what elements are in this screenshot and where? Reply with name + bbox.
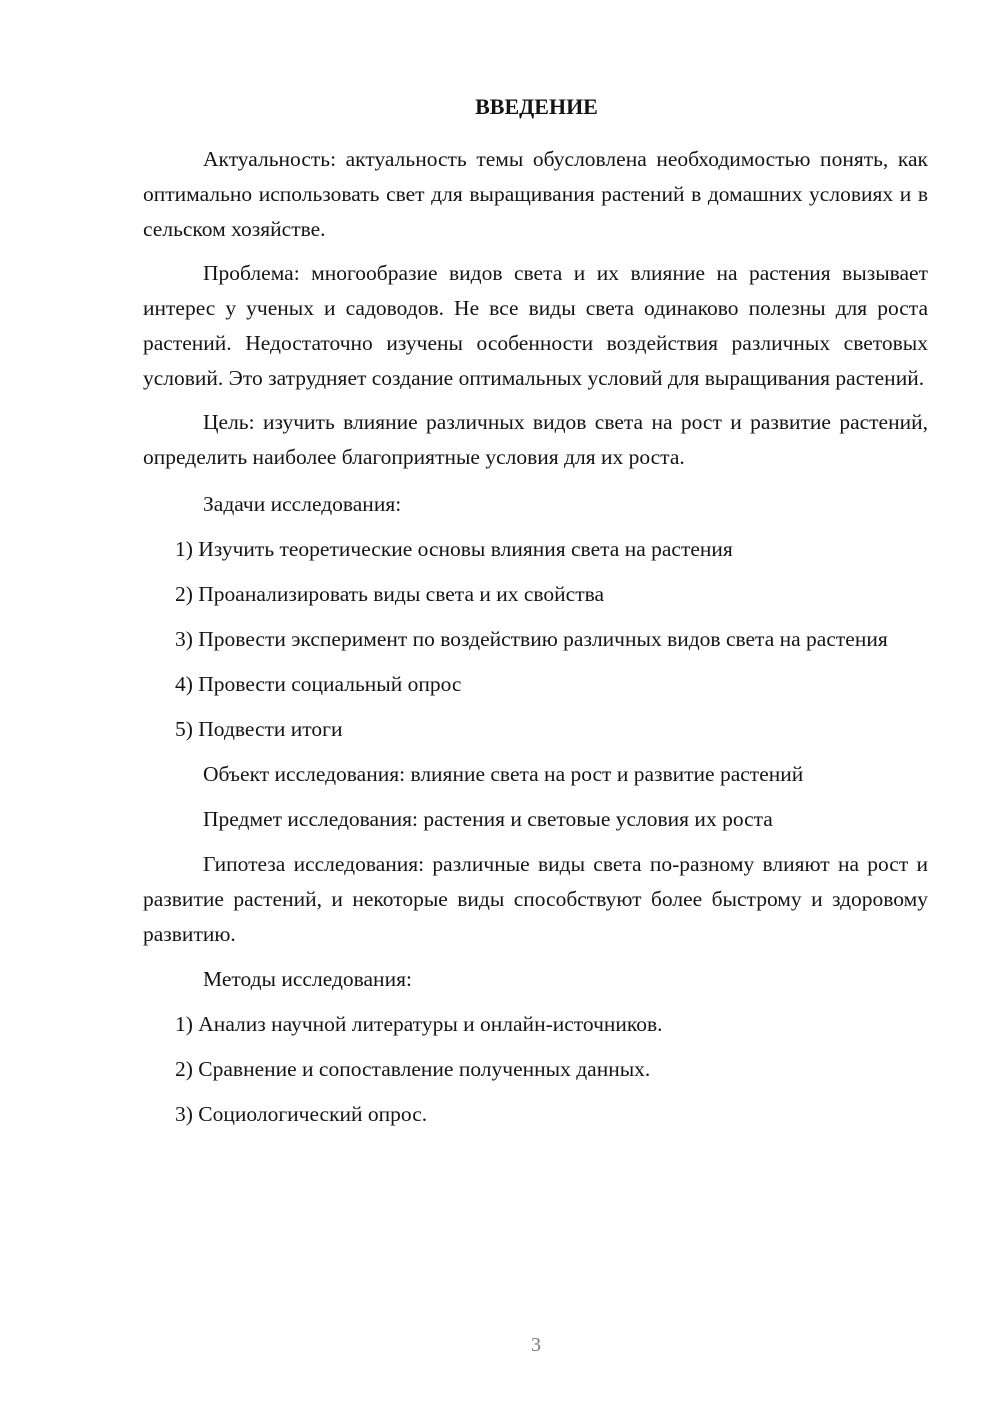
tasks-heading: Задачи исследования: [203, 492, 402, 516]
paragraph-goal: Цель: изучить влияние различных видов света на рост и развитие растений, определить наиболее благоприятные условия для их роста. [143, 410, 928, 469]
method-item: 2) Сравнение и сопоставление полученных данных. [175, 1057, 651, 1081]
page-title: ВВЕДЕНИЕ [475, 94, 598, 119]
paragraph-relevance: Актуальность: актуальность темы обусловлена необходимостью понять, как оптимально использовать свет для выращивания растений в домашних условиях и в сельском хозяйстве. [143, 147, 928, 241]
page-number: 3 [531, 1334, 541, 1356]
method-item: 3) Социологический опрос. [175, 1102, 428, 1126]
task-item: 4) Провести социальный опрос [175, 672, 462, 696]
task-item: 3) Провести эксперимент по воздействию различных видов света на растения [175, 627, 888, 651]
page-content [143, 92, 928, 1132]
paragraph-problem: Проблема: многообразие видов света и их влияние на растения вызывает интерес у ученых и садоводов. Не все виды света одинаково полезны для роста растений. Недостаточно изучены особенности воздействия различных световых условий. Это затрудняет создание оптимальных условий для выращивания растений. [143, 261, 928, 390]
research-hypothesis: Гипотеза исследования: различные виды света по-разному влияют на рост и развитие растений, и некоторые виды способствуют более быстрому и здоровому развитию. [143, 852, 928, 946]
task-item: 2) Проанализировать виды света и их свойства [175, 582, 605, 606]
task-item: 1) Изучить теоретические основы влияния света на растения [175, 537, 733, 561]
research-object: Объект исследования: влияние света на рост и развитие растений [203, 762, 804, 786]
research-subject: Предмет исследования: растения и световые условия их роста [203, 807, 773, 831]
methods-heading: Методы исследования: [203, 967, 412, 991]
method-item: 1) Анализ научной литературы и онлайн-источников. [175, 1012, 663, 1036]
task-item: 5) Подвести итоги [175, 717, 343, 741]
